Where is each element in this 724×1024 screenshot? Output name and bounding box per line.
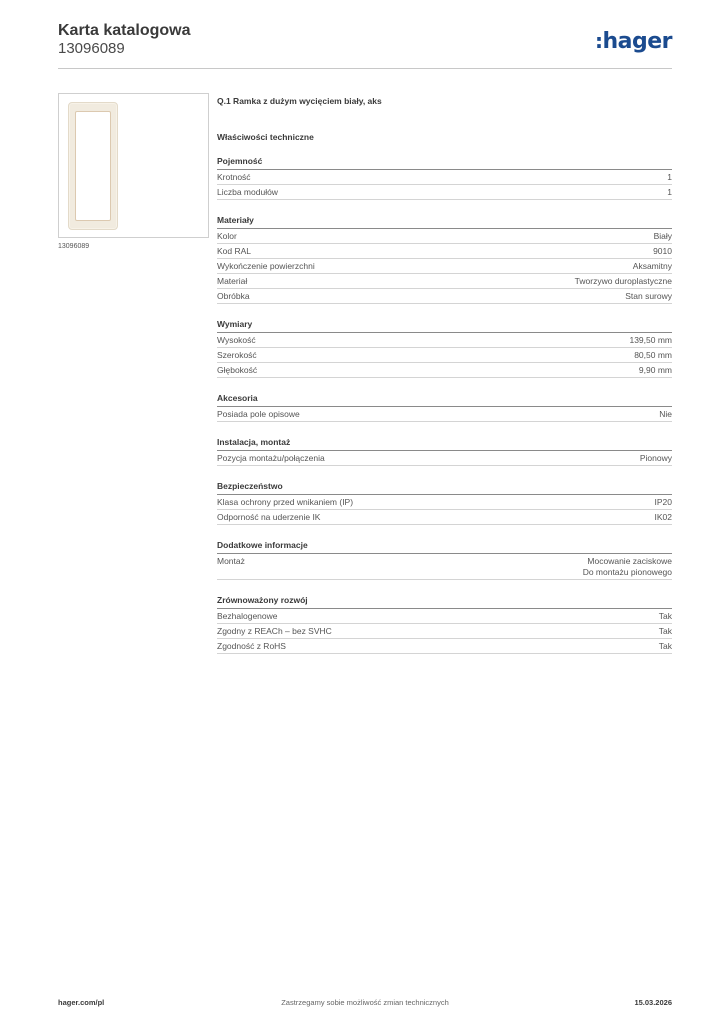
spec-value [659,409,672,420]
spec-row [217,170,672,185]
spec-value [625,291,672,302]
spec-row [217,510,672,525]
footer-date: 15.03.2026 [634,998,672,1007]
spec-label: Materiał [217,276,248,286]
spec-value-line: Tak [658,611,672,621]
spec-row [217,289,672,304]
section-title: Dodatkowe informacje [217,540,672,554]
spec-label: Odporność na uderzenie IK [217,512,321,522]
spec-section [217,437,672,466]
spec-value [654,231,672,242]
footer-note: Zastrzegamy sobie możliwość zmian technicznych [281,998,449,1007]
spec-label: Montaż [217,556,245,566]
spec-value-line: 9010 [653,246,672,256]
spec-value-line: 1 [667,172,672,182]
section-title: Zrównoważony rozwój [217,595,672,609]
spec-value-line: Aksamitny [632,261,672,271]
section-title: Bezpieczeństwo [217,481,672,495]
spec-label: Krotność [217,172,251,182]
product-image [58,93,209,238]
spec-section [217,156,672,200]
spec-value-line: Nie [659,409,672,419]
spec-value [629,335,672,346]
spec-value [653,246,672,257]
spec-value-line: Tak [658,641,672,651]
section-title: Instalacja, montaż [217,437,672,451]
spec-label: Zgodny z REACh – bez SVHC [217,626,332,636]
spec-sections [217,156,672,654]
spec-value-line: 9,90 mm [638,365,672,375]
spec-label: Pozycja montażu/połączenia [217,453,325,463]
spec-content [217,96,672,654]
image-caption: 13096089 [58,243,90,250]
spec-value [667,172,672,183]
spec-section [217,595,672,654]
spec-section [217,215,672,304]
spec-row [217,554,672,580]
logo-dots: : [594,29,603,53]
spec-row [217,451,672,466]
spec-row [217,348,672,363]
catalog-number: 13096089 [58,40,125,57]
frame-cutout [75,111,111,221]
spec-value [634,350,672,361]
spec-value-line: 80,50 mm [634,350,672,360]
header-divider [58,68,672,69]
frame-illustration [68,102,118,230]
spec-value-line: Mocowanie zaciskowe [587,556,672,566]
spec-value [583,556,672,578]
product-name: Q.1 Ramka z dużym wycięciem biały, aks [217,96,382,106]
spec-row [217,609,672,624]
spec-value [639,365,672,376]
page-header [58,22,672,58]
spec-value-line: Do montażu pionowego [582,567,672,577]
section-title: Wymiary [217,319,672,333]
hager-logo [595,30,672,53]
spec-value-line: IK02 [654,512,672,522]
spec-label: Liczba modułów [217,187,278,197]
spec-section [217,540,672,580]
spec-row [217,333,672,348]
spec-row [217,363,672,378]
spec-row [217,639,672,654]
section-title: Akcesoria [217,393,672,407]
section-title: Materiały [217,215,672,229]
spec-row [217,624,672,639]
page-title: Karta katalogowa [58,22,191,39]
spec-row [217,229,672,244]
spec-value-line: Tworzywo duroplastyczne [574,276,672,286]
spec-value-line: 1 [667,187,672,197]
spec-label: Kolor [217,231,237,241]
spec-value [655,497,673,508]
spec-row [217,259,672,274]
spec-value-line: Pionowy [639,453,672,463]
spec-row [217,495,672,510]
footer-link[interactable]: hager.com/pl [58,998,105,1007]
spec-value [633,261,672,272]
spec-row [217,244,672,259]
technical-properties-title: Właściwości techniczne [217,132,314,142]
spec-label: Wykończenie powierzchni [217,261,315,271]
spec-value-line: IP20 [654,497,672,507]
spec-row [217,185,672,200]
spec-label: Obróbka [217,291,250,301]
spec-value [640,453,672,464]
spec-label: Posiada pole opisowe [217,409,300,419]
spec-label: Wysokość [217,335,256,345]
spec-value [667,187,672,198]
spec-label: Bezhalogenowe [217,611,278,621]
spec-section [217,319,672,378]
spec-value [575,276,672,287]
spec-row [217,274,672,289]
spec-label: Kod RAL [217,246,252,256]
spec-label: Klasa ochrony przed wnikaniem (IP) [217,497,354,507]
logo-text: hager [602,29,672,54]
spec-value [659,611,672,622]
spec-section [217,481,672,525]
spec-label: Zgodność z RoHS [217,641,286,651]
spec-value-line: Biały [653,231,672,241]
spec-value [659,626,672,637]
spec-row [217,407,672,422]
spec-label: Szerokość [217,350,257,360]
section-title: Pojemność [217,156,672,170]
spec-value [655,512,673,523]
spec-value [659,641,672,652]
spec-value-line: 139,50 mm [629,335,672,345]
spec-label: Głębokość [217,365,258,375]
spec-value-line: Stan surowy [625,291,672,301]
spec-value-line: Tak [658,626,672,636]
spec-section [217,393,672,422]
